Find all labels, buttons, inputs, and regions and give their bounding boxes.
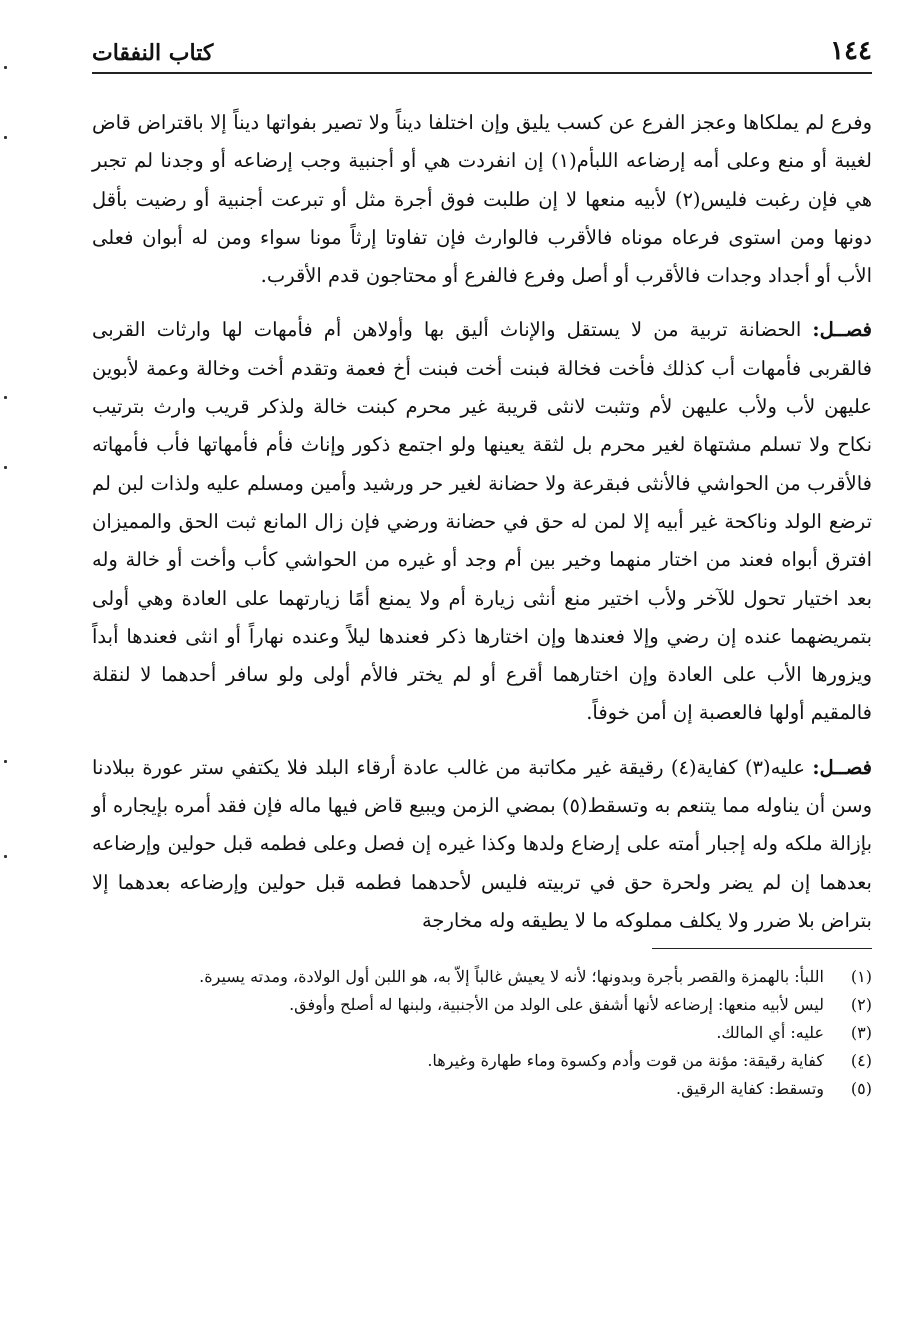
page-header xyxy=(92,30,872,74)
footnote-text: كفاية رقيقة: مؤنة من قوت وأدم وكسوة وماء طهارة وغيرها. xyxy=(427,1051,824,1071)
scan-mark xyxy=(4,396,7,399)
footnote-number: (١) xyxy=(850,967,872,987)
page-number: ١٤٤ xyxy=(830,36,872,66)
paragraph-1: وفرع لم يملكاها وعجز الفرع عن كسب يليق وإن اختلفا ديناً ولا تصير بفواتها ديناً إلا باقتراض قاض لغيبة أو منع وعلى أمه إرضاعه اللبأ‌م(١) إن انفردت هي أو أجنبية وجب إرضاعه أو وجدنا لم تجبر هي فإن رغبت فليس(٢) لأبيه منعها لا إن طلبت فوق أجرة مثل أو تبرعت أجنبية أو رضيت بأقل دونها ومن استوى فرعاه موناه فالأقرب فالوارث فإن تفاوتا إرثاً مونا سواء ومن له أبوان فعلى الأب أو أجداد وجدات فالأقرب أو أصل وفرع فالفرع أو محتاجون قدم الأقرب. xyxy=(92,111,872,288)
scan-mark xyxy=(4,66,7,69)
paragraph-2 xyxy=(92,311,872,732)
scan-mark xyxy=(4,855,7,858)
main-text xyxy=(92,104,872,940)
footnote-text: وتسقط: كفاية الرقيق. xyxy=(676,1079,824,1099)
footnote-item xyxy=(92,1047,872,1075)
footnote-item xyxy=(92,1019,872,1047)
footnote-item xyxy=(92,1075,872,1103)
footnote-item xyxy=(92,991,872,1019)
footnotes xyxy=(92,963,872,1103)
chapter-title: كتاب النفقات xyxy=(92,40,214,66)
footnote-separator xyxy=(652,948,872,949)
footnote-number: (٥) xyxy=(850,1079,872,1099)
paragraph-3 xyxy=(92,749,872,940)
document-page xyxy=(92,30,872,1320)
scan-mark xyxy=(4,136,7,139)
footnote-number: (٣) xyxy=(850,1023,872,1043)
paragraph-2-text: الحضانة تربية من لا يستقل والإناث أليق بها وأولاهن أم فأمهات لها وارثات القربى فالقربى فأمهات أب كذلك فأخت فخالة فبنت أخت فبنت أخ فعمة وتقدم أخت وخالة وعمة لأبوين عليهن لأب ولأب عليهن لأم وتثبت لانثى قريبة غير محرم كبنت خالة ولذكر قريب وارث بترتيب نكاح ولا تسلم مشتهاة لغير محرم بل لثقة يعينها ولو اجتمع ذكور وإناث فأم فأمهاتها فأب فأمهاته فالأقرب من الحواشي فالأنثى فبقرعة ولا حضانة لغير حر ورشيد وأمين ومسلم عليه ولذات لبن لم ترضع الولد وناكحة غير أبيه إلا لمن له حق في حضانة ورضي فإن زال المانع ثبت الحق والمميزان افترق أبواه فعند من اختار منهما وخير بين أم وجد أو غيره من الحواشي كأب وأخت أو خالة وله بعد اختيار تحول للآخر ولأب اختير منع أنثى زيارة أم ولا يمنع أمًا زيارتهما على العادة وهي أولى بتمريضهما عنده إن رضي وإلا فعندها وإن اختارها ذكر فعندها ليلاً وعنده نهاراً أو انثى فعندها أبداً ويزورها الأب على العادة وإن اختارهما أقرع أو لم يختر فالأم أولى ولو سافر أحدهما لا لنقلة فالمقيم أولها فالعصبة إن أمن خوفاً. xyxy=(92,318,872,725)
footnote-text: ليس لأبيه منعها: إرضاعه لأنها أشفق على الولد من الأجنبية، ولبنها له أصلح وأوفق. xyxy=(289,995,824,1015)
footnote-number: (٢) xyxy=(850,995,872,1015)
paragraph-3-text: عليه(٣) كفاية(٤) رقيقة غير مكاتبة من غالب عادة أرقاء البلد فلا يكتفي ستر عورة ببلادنا وسن أن يناوله مما يتنعم به وتسقط(٥) بمضي الزمن ويبيع قاض فيها ماله فإن فقد أمره بإيجاره أو بإزالة ملكه وله إجبار أمته على إرضاع ولدها وكذا غيره إن فصل وعلى فطمه قبل حولين وإرضاعه بعدهما إن لم يضر ولحرة حق في تربيته فليس لأحدهما فطمه قبل حولين وإرضاعه بعدهما إلا بتراض بلا ضرر ولا يكلف مملوكه ما لا يطيقه وله مخارجة xyxy=(92,755,872,932)
footnote-text: اللبأ: بالهمزة والقصر بأجرة وبدونها؛ لأنه لا يعيش غالباً إلاّ به، هو اللبن أول الولادة، ومدته يسيرة. xyxy=(199,967,824,987)
section-heading: فصــل: xyxy=(812,318,872,342)
scan-mark xyxy=(4,760,7,763)
footnote-text: عليه: أي المالك. xyxy=(716,1023,824,1043)
footnote-item xyxy=(92,963,872,991)
footnote-number: (٤) xyxy=(850,1051,872,1071)
section-heading: فصــل: xyxy=(812,755,872,779)
scan-mark xyxy=(4,466,7,469)
